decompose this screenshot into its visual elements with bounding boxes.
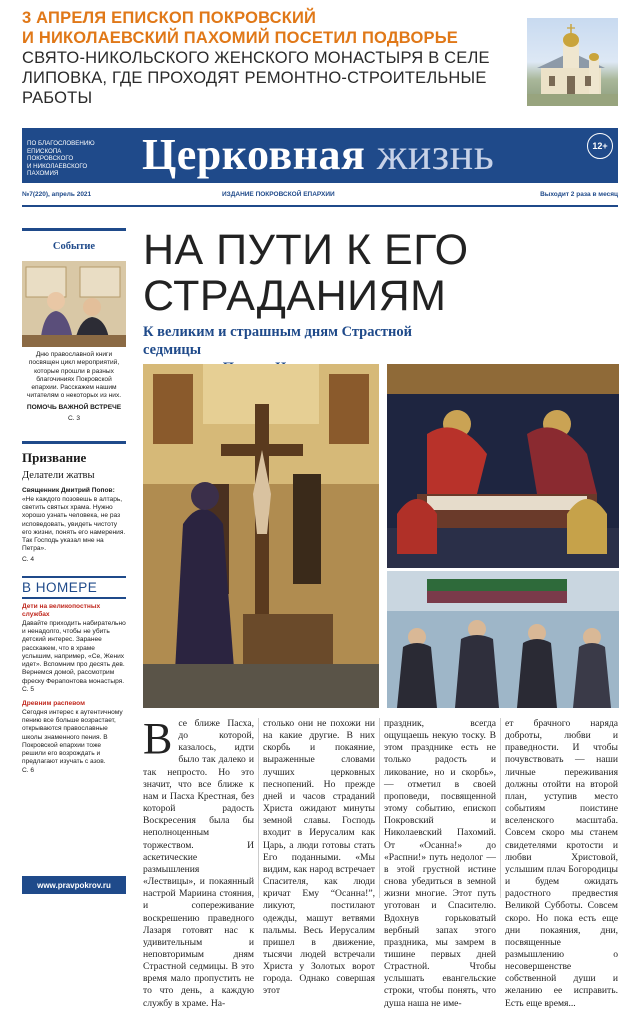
in-issue-item-page: С. 6 [22, 766, 35, 774]
column-divider [379, 718, 380, 898]
masthead-blessing: ПО БЛАГОСЛОВЕНИЮ ЕПИСКОПА ПОКРОВСКОГО И НИКОЛАЕВСКОГО ПАХОМИЯ [27, 140, 95, 178]
procession-photo [387, 571, 619, 708]
calling-subheading: Делатели жатвы [22, 470, 95, 482]
publisher: ИЗДАНИЕ ПОКРОВСКОЙ ЕПАРХИИ [222, 191, 335, 198]
announcement-dark: СВЯТО-НИКОЛЬСКОГО ЖЕНСКОГО МОНАСТЫРЯ В СЕЛЕ ЛИПОВКА, ГДЕ ПРОХОДЯТ РЕМОНТНО-СТРОИТЕЛЬНЫЕ РАБОТЫ [22, 49, 490, 107]
masthead-rule [22, 205, 618, 207]
article-column-4: ет брачного наряда доброты, любви и праведности. И чтобы почувствовать — наши личные переживания должны отойти на второй план, уступив место событиям поистине вселенского масштаба. Совсем скоро мы станем свидетелями кротости и любви Христовой, услышим плач Богородицы и будем ожидать радостного предвестия Великой Субботы. Совсем скоро. Но пока есть еще дни покаяния, дни, посвященные размышлению о несовершенстве собственной души и желанию ее исправить. Есть еще время... [505, 718, 618, 1009]
drop-cap: В [143, 714, 173, 763]
in-issue-item-title[interactable]: Дети на великопостных службах [22, 603, 101, 619]
event-photo [22, 261, 126, 347]
column-divider [500, 718, 501, 898]
announcement-orange: 3 АПРЕЛЯ ЕПИСКОП ПОКРОВСКИЙ И НИКОЛАЕВСКИЙ ПАХОМИЙ ПОСЕТИЛ ПОДВОРЬЕ [22, 9, 458, 47]
article-column-1: Все ближе Пасха, до которой, казалось, идти было так далеко и так непросто. Но это значит, что все ближе к нам и Пасха Крестная, без которой радость Воскресения была бы неполноценным торжеством. И аскетические размышления «Лествицы», и покаянный настрой Мариина стояния, и сопереживание воскрешению праведного Лазаря готовят нас к удивительным и неповторимым дням Страстной седмицы. В это время мало пропустить не то что день, а каждую службу в храме. На- [143, 714, 254, 1009]
lamentation-icon [387, 364, 619, 568]
church-photo [527, 18, 618, 106]
age-rating-badge: 12+ [587, 133, 613, 159]
issue-number: №7(220), апрель 2021 [22, 191, 92, 198]
website-link[interactable]: www.pravpokrov.ru [22, 876, 126, 894]
issue-bar [22, 190, 618, 201]
sidebar [22, 228, 126, 775]
newspaper-title: Церковная жизнь [142, 130, 495, 179]
main-headline: НА ПУТИ К ЕГО СТРАДАНИЯМ [143, 226, 469, 320]
event-text: Дню православной книги посвящен цикл мероприятий, которые прошли в разных благочиниях Покровской епархии. Расскажем нашим читателям о некоторых из них. [26, 351, 122, 400]
event-heading: Событие [52, 241, 96, 252]
calling-heading: Призвание [22, 450, 87, 466]
in-issue-item-page: С. 5 [22, 686, 35, 694]
article-column-3: праздник, всегда ощущаешь некую тоску. В этом празднике есть не только радость и ликование, но и скорбь», — отметил в своей проповеди, посвященной этому событию, епископ Покровский и Николаевский Пахомий. От «Осанна!» до «Распни!» путь недолог — в этой грустной истине снова убедиться в земной жизни многие. Этот путь уготован и Спасителю. Вдохнув горьковатый вербный запах этого праздника, мы замрем в тишине первых дней Страстной. Чтобы услышать евангельские строки, чтобы понять, что душа наша не име- [384, 718, 496, 1009]
in-issue-item-text: Сегодня интерес к аутентичному пению все больше возрастает, открываются православные школы знаменного пения. В Покровской епархии тоже решили его возрождать и предлагают изучать с азов. [22, 708, 123, 766]
in-issue-heading: В НОМЕРЕ [22, 576, 126, 599]
in-issue-item-title[interactable]: Древним распевом [22, 700, 85, 708]
sidebar-rule [22, 441, 126, 444]
calling-text: Священник Дмитрий Попов: «Не каждого позовешь в алтарь, светить святых храма. Нужно хорошо узнать человека, не раз исповедовать, увидеть чистоту его жизни, понять его намерения. Так Господь указал мне на Петра». [22, 487, 126, 553]
column-divider [258, 718, 259, 898]
event-title[interactable]: ПОМОЧЬ ВАЖНОЙ ВСТРЕЧЕ [26, 403, 122, 411]
top-announcement [22, 8, 522, 108]
sidebar-rule [22, 228, 126, 231]
calling-page: С. 4 [22, 555, 35, 563]
event-page: С. 3 [67, 415, 81, 423]
article-column-2: столько они не похожи ни на какие другие. В них скорбь и покаяние, выраженные словами лучших церковных песнопений. Но прежде дней и часов страданий Христа ожидают минуты земной славы. Господь входит в Иерусалим как Царь, а люди готовы стать Его поданными. «Мы видим, как народ встречает Спасителя, как люди кричат Ему “Осанна!”, ликуют, постилают одежды, машут ветвями пальмы. Весь Иерусалим пришел в движение, тысячи людей встречали Христа у Золотых ворот города. Однако совершая этот [263, 718, 375, 997]
crucifix-photo [143, 364, 379, 708]
frequency: Выходит 2 раза в месяц [540, 191, 618, 198]
main-subheading: К великим и страшным дням Страстной седмицы [143, 324, 413, 358]
in-issue-item-text: Давайте приходить набирательно и ненадолго, чтобы не убить детский интерес. Заранее расскажем, что в храме услышим, например, «Се, Жених идет». Вспомним про десять дев. Вернемся домой, рассмотрим фреску Ферапонтова монастыря. [22, 619, 126, 685]
